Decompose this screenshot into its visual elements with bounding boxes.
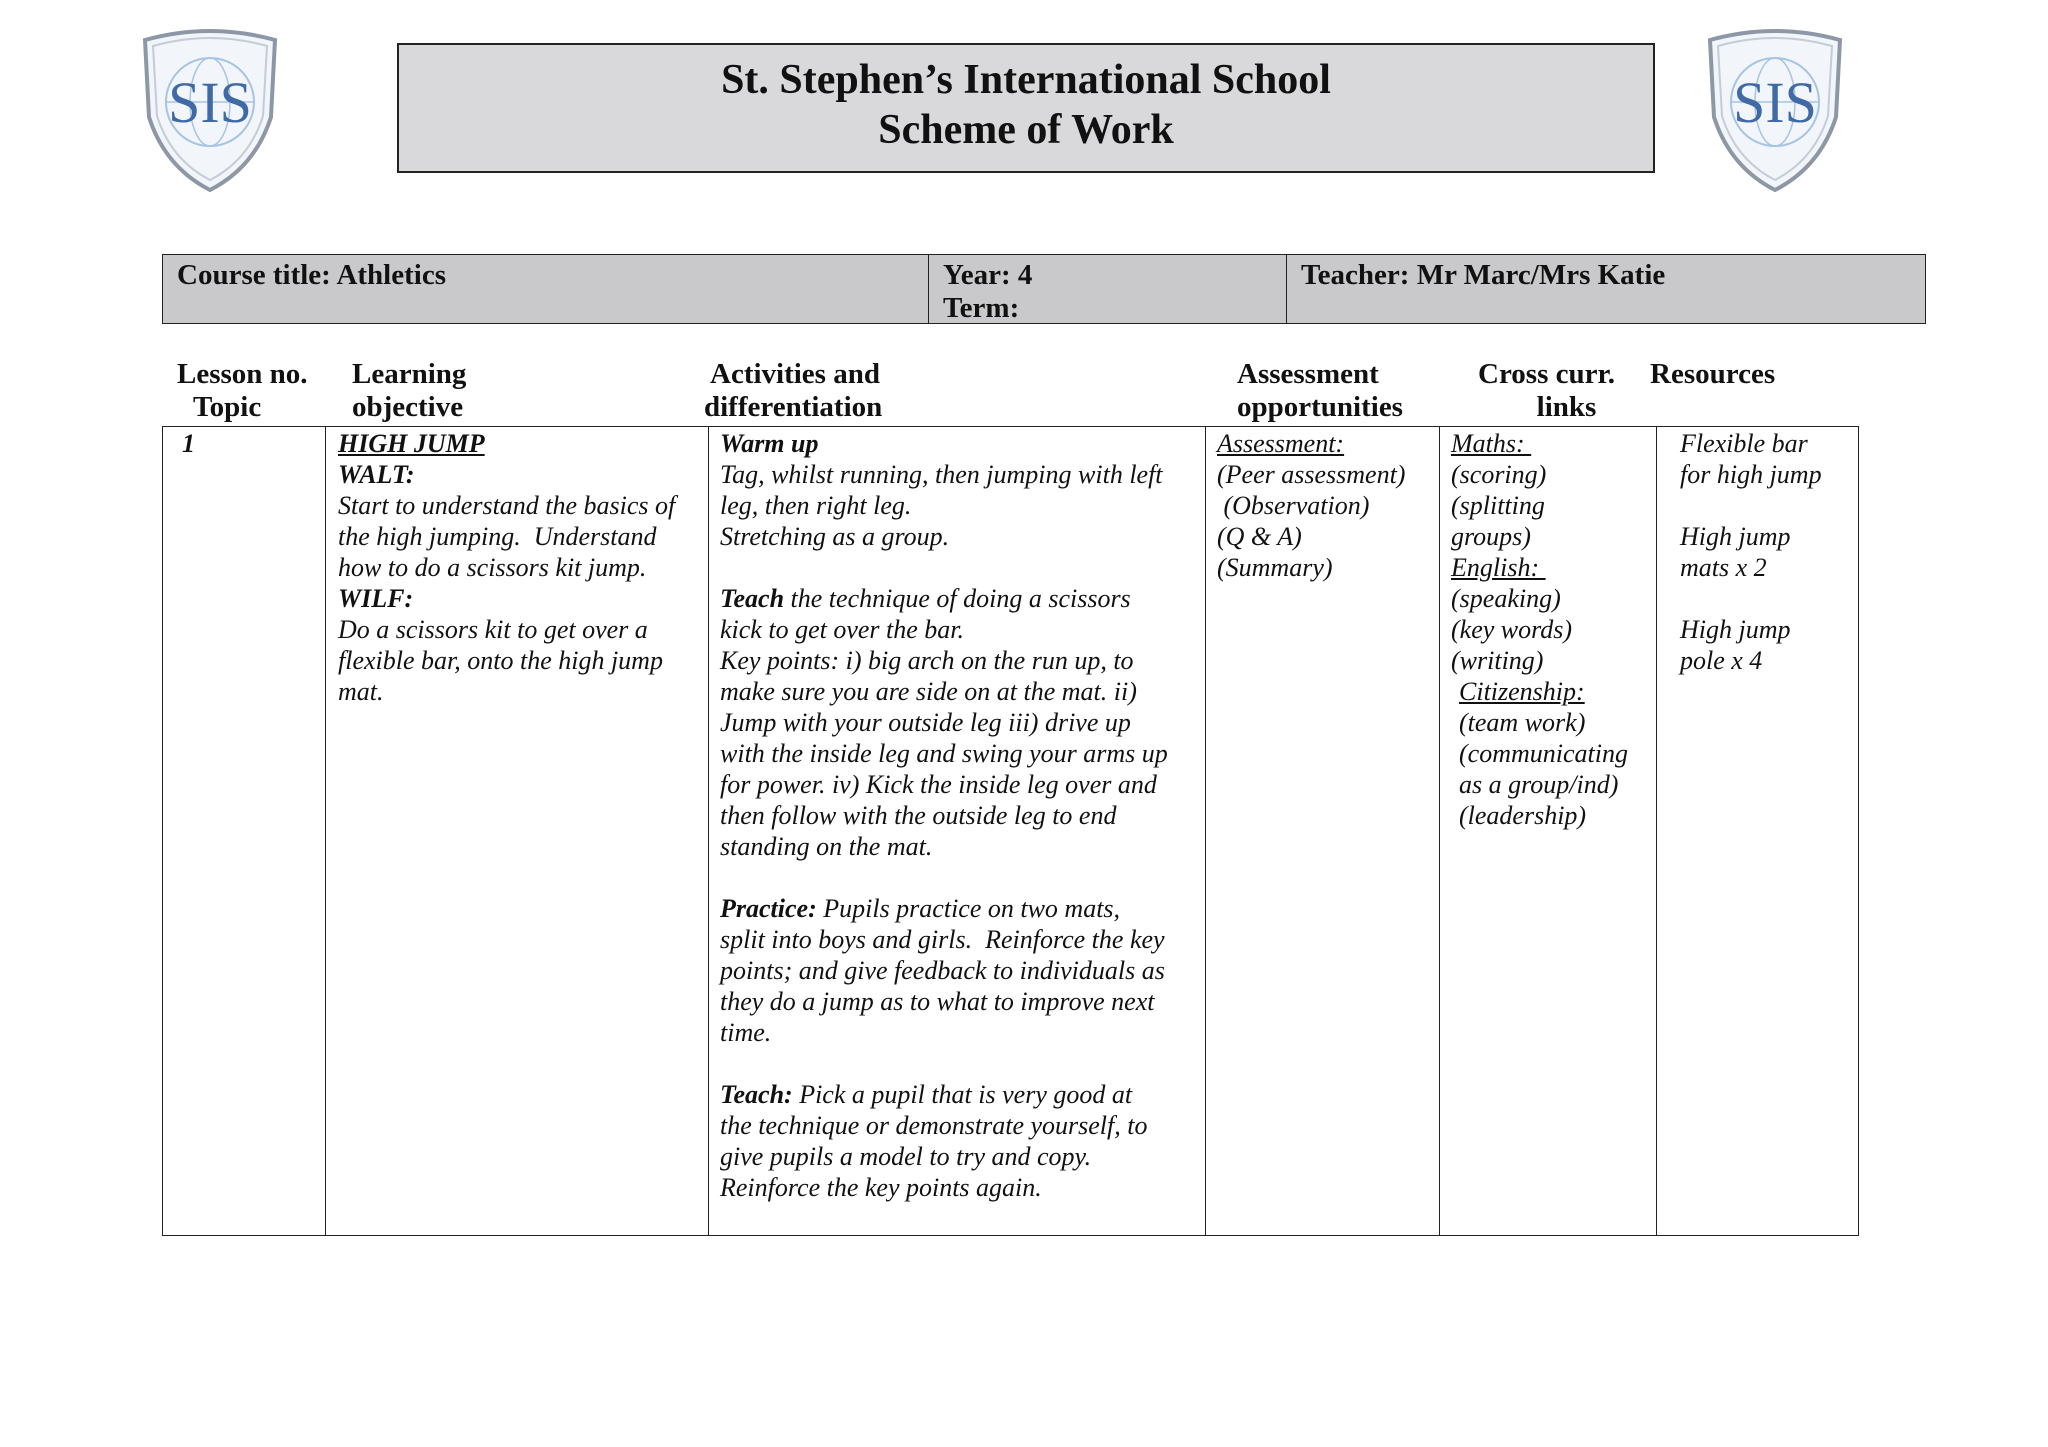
col-divider: [325, 427, 326, 1235]
warmup-label: Warm up: [720, 429, 819, 458]
resource-line: [1680, 583, 1822, 614]
wilf-line: Do a scissors kit to get over a: [338, 615, 648, 644]
maths-label: Maths:: [1451, 429, 1532, 458]
col-head-assessment: [1237, 358, 1403, 424]
resource-line: High jump: [1680, 615, 1791, 644]
practice-label: Practice:: [720, 894, 817, 923]
citizenship-line: (communicating: [1459, 739, 1628, 768]
warmup-line: Tag, whilst running, then jumping with left: [720, 460, 1163, 489]
teach2-line: [720, 1079, 1168, 1110]
col-head-assessment-line1: Assessment: [1237, 358, 1379, 390]
walt-line: the high jumping. Understand: [338, 522, 657, 551]
teach-line: [720, 583, 1168, 614]
blank-line: [720, 1048, 1168, 1079]
citizenship-line: as a group/ind): [1459, 770, 1619, 799]
english-line: (speaking): [1451, 584, 1561, 613]
teacher: Teacher: Mr Marc/Mrs Katie: [1301, 259, 1666, 291]
teacher-cell: [1286, 255, 1925, 323]
resource-line: pole x 4: [1680, 646, 1763, 675]
practice-line: they do a jump as to what to improve next: [720, 987, 1155, 1016]
walt-label: WALT:: [338, 460, 415, 489]
col-head-activities-line1: Activities and: [710, 358, 880, 390]
walt-line: Start to understand the basics of: [338, 491, 676, 520]
col-divider: [1205, 427, 1206, 1235]
teach-line: kick to get over the bar.: [720, 615, 965, 644]
assessment-label: Assessment:: [1217, 429, 1345, 458]
teach-line: Key points: i) big arch on the run up, to: [720, 646, 1134, 675]
course-title-cell: [163, 255, 928, 323]
teach-line: then follow with the outside leg to end: [720, 801, 1117, 830]
blank-line: [720, 552, 1168, 583]
assessment-cell: [1217, 428, 1405, 583]
col-head-crosscurr: [1478, 358, 1615, 424]
school-name: St. Stephen’s International School: [721, 57, 1331, 103]
english-line: (writing): [1451, 646, 1544, 675]
wilf-line: flexible bar, onto the high jump: [338, 646, 663, 675]
maths-line: (scoring): [1451, 460, 1547, 489]
teach2-line: the technique or demonstrate yourself, to: [720, 1111, 1148, 1140]
school-logo-left: [135, 22, 285, 192]
practice-line: time.: [720, 1018, 772, 1047]
resource-line: for high jump: [1680, 460, 1822, 489]
col-head-lesson-line1: Lesson no.: [177, 358, 308, 390]
year: Year: 4: [943, 259, 1033, 291]
english-line: (key words): [1451, 615, 1573, 644]
maths-line: groups): [1451, 522, 1531, 551]
col-divider: [708, 427, 709, 1235]
document-title: Scheme of Work: [878, 107, 1174, 153]
svg-text:SIS: SIS: [1733, 70, 1817, 135]
year-term-cell: [928, 255, 1286, 323]
topic-title: HIGH JUMP: [338, 429, 485, 458]
teach-line: Jump with your outside leg iii) drive up: [720, 708, 1131, 737]
practice-line: [720, 893, 1168, 924]
col-head-resources: [1650, 358, 1775, 391]
resource-line: High jump: [1680, 522, 1791, 551]
course-info-bar: [162, 254, 1926, 324]
teach-line: make sure you are side on at the mat. ii): [720, 677, 1137, 706]
col-head-crosscurr-line1: Cross curr.: [1478, 358, 1615, 390]
resources-cell: [1680, 428, 1822, 676]
col-head-activities-line2: differentiation: [704, 391, 883, 423]
crosscurr-cell: [1451, 428, 1628, 831]
teach-line: standing on the mat.: [720, 832, 933, 861]
warmup-line: leg, then right leg.: [720, 491, 912, 520]
teach2-label: Teach:: [720, 1080, 793, 1109]
practice-line: points; and give feedback to individuals as: [720, 956, 1165, 985]
assessment-line: (Summary): [1217, 553, 1333, 582]
citizenship-line: (leadership): [1459, 801, 1587, 830]
citizenship-label: Citizenship:: [1459, 677, 1585, 706]
col-head-crosscurr-line2: links: [1536, 391, 1597, 423]
warmup-line: Stretching as a group.: [720, 522, 950, 551]
english-label: English:: [1451, 553, 1546, 582]
col-head-objective: [352, 358, 466, 424]
resource-line: Flexible bar: [1680, 429, 1808, 458]
walt-line: how to do a scissors kit jump.: [338, 553, 647, 582]
col-head-lesson-line2: Topic: [193, 391, 262, 423]
term: Term:: [943, 292, 1020, 324]
maths-line: (splitting: [1451, 491, 1545, 520]
svg-text:SIS: SIS: [168, 70, 252, 135]
activities-cell: [720, 428, 1168, 1203]
school-logo-right: [1700, 22, 1850, 192]
teach-line: with the inside leg and swing your arms up: [720, 739, 1168, 768]
col-divider: [1439, 427, 1440, 1235]
course-title: Course title: Athletics: [177, 259, 446, 291]
col-head-lesson: [177, 358, 308, 424]
teach2-line: Reinforce the key points again.: [720, 1173, 1042, 1202]
assessment-line: (Peer assessment): [1217, 460, 1406, 489]
teach-text: the technique of doing a scissors: [784, 584, 1131, 613]
assessment-line: (Observation): [1217, 491, 1370, 520]
wilf-line: mat.: [338, 677, 384, 706]
teach2-text: Pick a pupil that is very good at: [792, 1080, 1133, 1109]
lesson-number-cell: [182, 428, 195, 459]
title-box: [397, 43, 1655, 173]
teach-line: for power. iv) Kick the inside leg over and: [720, 770, 1157, 799]
col-head-resources-line1: Resources: [1650, 358, 1776, 390]
blank-line: [720, 862, 1168, 893]
practice-line: split into boys and girls. Reinforce the key: [720, 925, 1165, 954]
col-head-assessment-line2: opportunities: [1237, 391, 1403, 423]
practice-text: Pupils practice on two mats,: [816, 894, 1121, 923]
col-divider: [1656, 427, 1657, 1235]
col-head-objective-line1: Learning: [352, 358, 467, 390]
citizenship-line: (team work): [1459, 708, 1586, 737]
teach-label: Teach: [720, 584, 785, 613]
assessment-line: (Q & A): [1217, 522, 1302, 551]
objective-cell: [338, 428, 675, 707]
resource-line: [1680, 490, 1822, 521]
lesson-number: 1: [182, 429, 195, 458]
col-head-objective-line2: objective: [352, 391, 464, 423]
wilf-label: WILF:: [338, 584, 414, 613]
resource-line: mats x 2: [1680, 553, 1767, 582]
col-head-activities: [704, 358, 882, 424]
teach2-line: give pupils a model to try and copy.: [720, 1142, 1092, 1171]
